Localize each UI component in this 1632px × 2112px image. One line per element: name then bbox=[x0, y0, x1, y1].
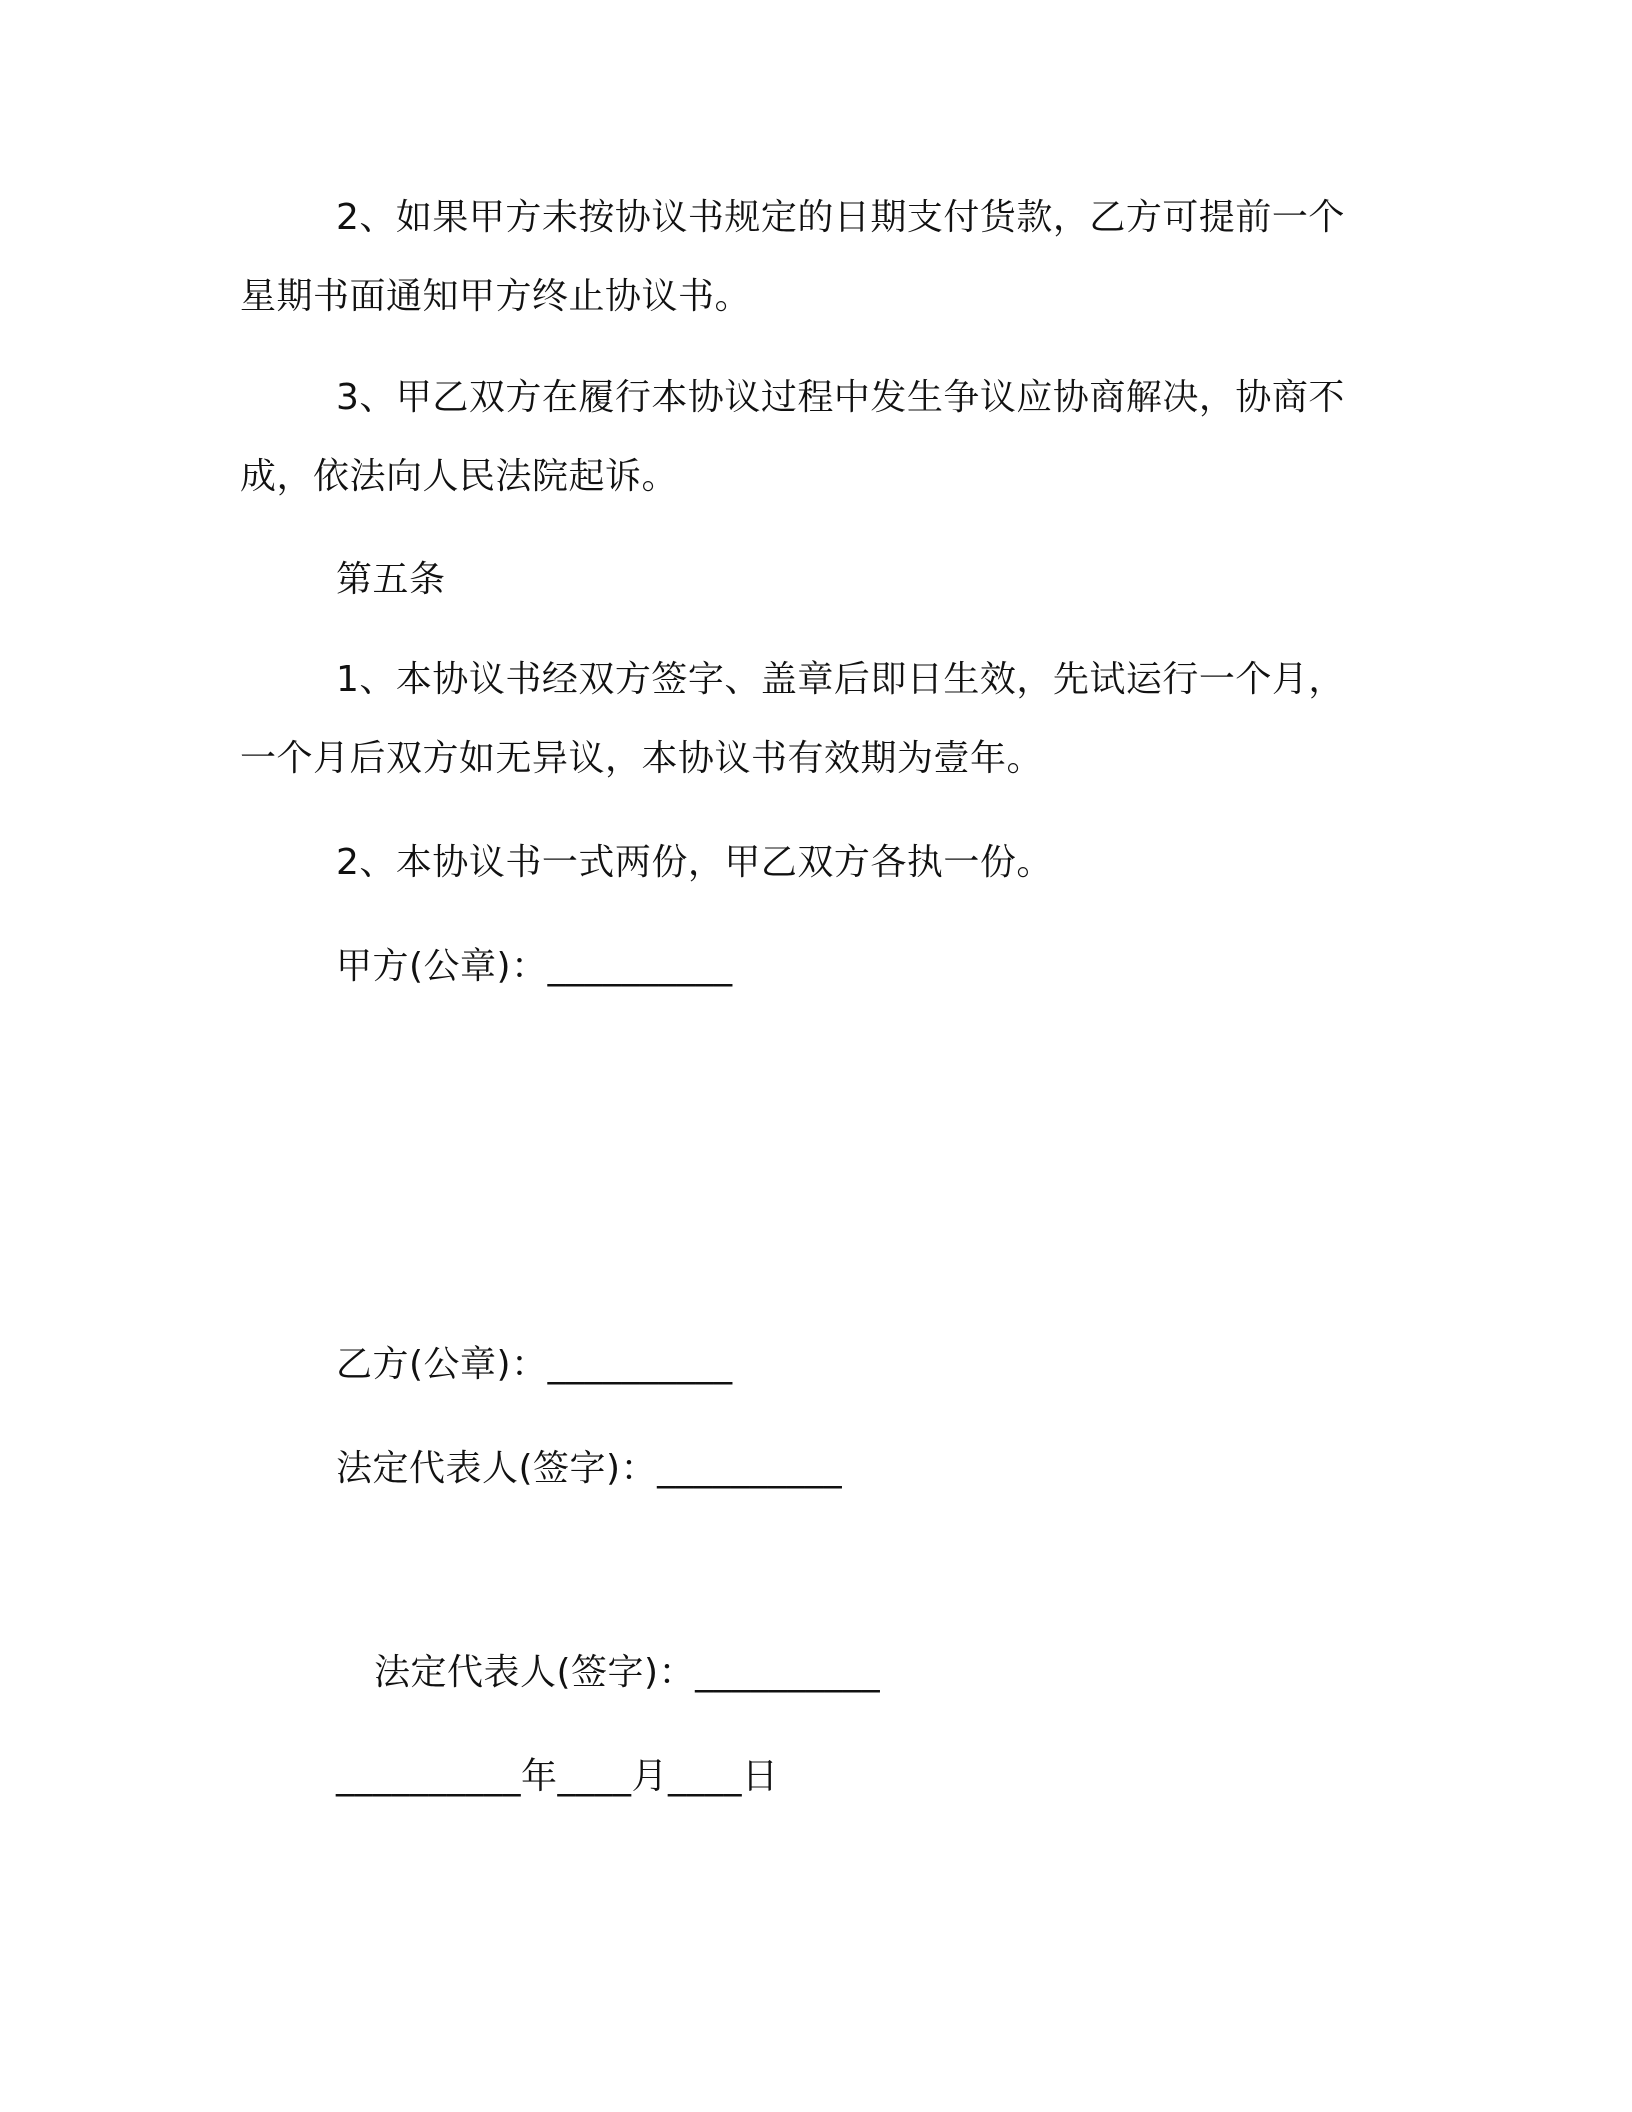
party-b-seal-line: 乙方(公章)：__________ bbox=[336, 1344, 733, 1385]
article-5-heading: 第五条 bbox=[336, 559, 446, 600]
date-line: __________年____月____日 bbox=[336, 1756, 779, 1797]
clause-5-2-paragraph: 2、本协议书一式两份，甲乙双方各执一份。 bbox=[336, 842, 1053, 883]
legal-representative-signature-line-1: 法定代表人(签字)：__________ bbox=[336, 1448, 843, 1489]
clause-4-2-paragraph: 2、如果甲方未按协议书规定的日期支付货款，乙方可提前一个星期书面通知甲方终止协议书。 bbox=[240, 197, 1345, 317]
party-a-seal-line: 甲方(公章)：__________ bbox=[336, 946, 733, 987]
clause-5-1-paragraph: 1、本协议书经双方签字、盖章后即日生效，先试运行一个月，一个月后双方如无异议，本协议书有效期为壹年。 bbox=[240, 659, 1345, 779]
legal-representative-signature-line-2: 法定代表人(签字)：__________ bbox=[374, 1652, 881, 1693]
clause-4-3-paragraph: 3、甲乙双方在履行本协议过程中发生争议应协商解决，协商不成，依法向人民法院起诉。 bbox=[240, 377, 1345, 497]
